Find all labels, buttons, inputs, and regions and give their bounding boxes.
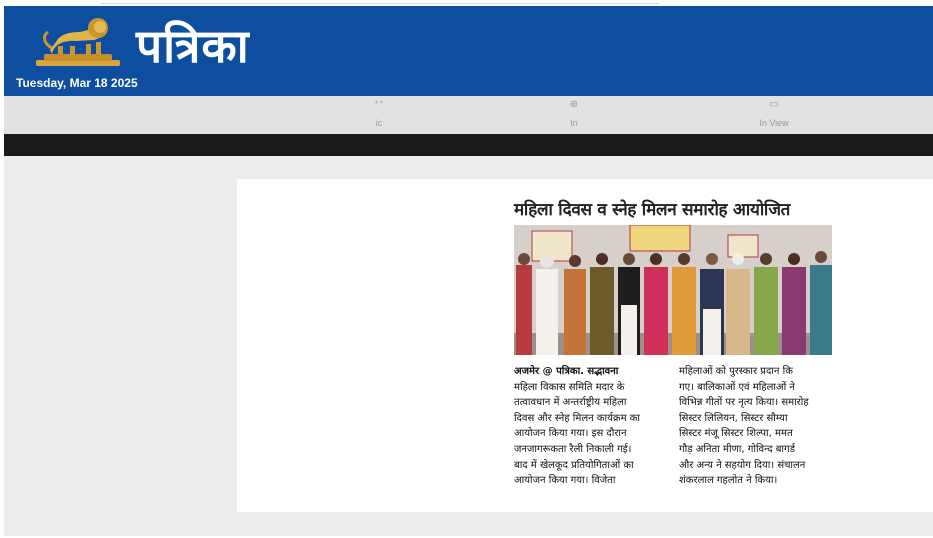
toolbar-item-view[interactable] (729, 98, 819, 132)
news-clipping-page (237, 179, 933, 512)
article-line: दिवस और स्नेह मिलन कार्यक्रम का (514, 412, 641, 424)
article-line: महिला विकास समिति मदार के (514, 381, 625, 393)
nav-strip (4, 134, 933, 156)
share-icon: ⁺⁺ (373, 99, 385, 110)
article-line: गए। बालिकाओं एवं महिलाओं ने (679, 381, 795, 393)
article-line: गौड़ अनिता मीणा, गोविन्द बागर्ड (679, 443, 795, 455)
zoom-in-icon: ⊕ (569, 99, 579, 110)
article-line: बाद में खेलकूद प्रतियोगिताओं का (514, 459, 634, 471)
article-line: और अन्य ने सहयोग दिया। संचालन (679, 459, 806, 471)
brand-logo-text[interactable]: पत्रिका (136, 19, 250, 73)
article-line: शंकरलाल गहलोत ने किया। (679, 475, 778, 487)
site-header (4, 6, 933, 96)
view-icon: ▭ (769, 99, 779, 110)
toolbar-item-label: In View (759, 118, 789, 128)
article-line: सिस्टर लिलियन, सिस्टर सौम्या (679, 412, 788, 424)
lion-icon[interactable] (30, 14, 126, 70)
article-line: तत्वावधान में अन्तर्राष्ट्रीय महिला (514, 397, 627, 409)
article-line: महिलाओं को पुरस्कार प्रदान कि (679, 366, 793, 377)
article-line: जनजागरूकता रैली निकाली गई। (514, 443, 632, 455)
article-line: विभिन्न गीतों पर नृत्य किया। समारोह (679, 397, 809, 409)
viewer-toolbar (4, 96, 933, 134)
article-line: आयोजन किया गया। इस दौरान (514, 428, 627, 440)
article-line: अजमेर @ पत्रिका. सद्भावना (514, 366, 619, 377)
article-photo[interactable] (514, 225, 832, 355)
article-line: आयोजन किया गया। विजेता (514, 475, 616, 487)
edition-date: Tuesday, Mar 18 2025 (16, 76, 138, 90)
article-headline: महिला दिवस व स्नेह मिलन समारोह आयोजित (514, 200, 791, 220)
article-column-right (679, 364, 832, 489)
article-line: सिस्टर मंजू सिस्टर शिल्पा, ममत (679, 428, 793, 440)
top-strip (100, 0, 660, 4)
toolbar-item-label: ic (375, 118, 383, 128)
toolbar-item-label: In (570, 118, 578, 128)
toolbar-item-zoom-in[interactable] (529, 98, 619, 132)
toolbar-item-share[interactable] (334, 98, 424, 132)
news-clipping (514, 195, 835, 500)
article-column-left (514, 364, 667, 489)
epaper-viewer (4, 156, 933, 536)
